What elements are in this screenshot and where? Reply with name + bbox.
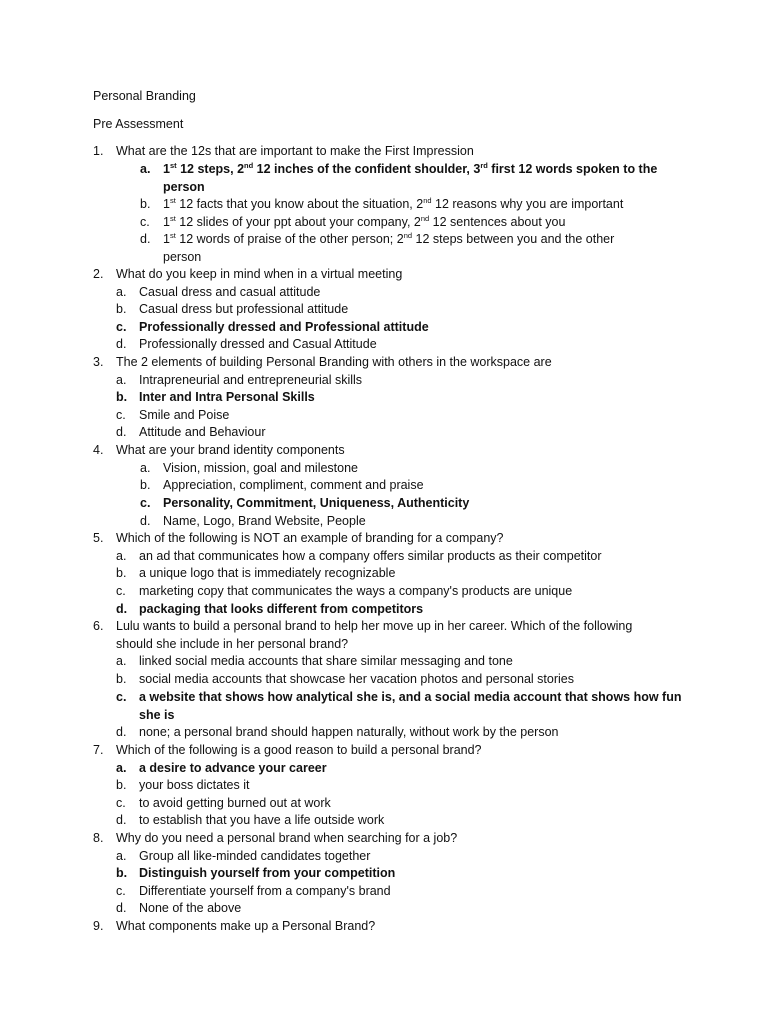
option-letter: b. — [116, 778, 127, 792]
option-letter: c. — [116, 796, 126, 810]
option-letter: a. — [116, 373, 127, 387]
option-text-continuation: person — [163, 250, 202, 264]
option-letter: d. — [116, 813, 127, 827]
option-text: Personality, Commitment, Uniqueness, Authenticity — [163, 496, 470, 510]
option-letter: b. — [116, 566, 127, 580]
option-letter: a. — [140, 461, 151, 475]
question-text: Which of the following is NOT an example of branding for a company? — [116, 531, 504, 545]
option-letter: c. — [116, 584, 126, 598]
option-letter: c. — [140, 496, 151, 510]
option-text: Distinguish yourself from your competition — [139, 866, 396, 880]
option-letter: b. — [140, 478, 151, 492]
question-text: What are your brand identity components — [116, 443, 345, 457]
option-letter: b. — [116, 302, 127, 316]
option-text: 1st 12 words of praise of the other person; 2nd 12 steps between you and the other — [163, 230, 615, 246]
option-text: Group all like-minded candidates together — [139, 849, 371, 863]
option-letter: c. — [116, 408, 126, 422]
question-number: 7. — [93, 743, 104, 757]
option-text: a desire to advance your career — [139, 761, 327, 775]
question-number: 3. — [93, 355, 104, 369]
option-letter: d. — [116, 901, 127, 915]
question-text: The 2 elements of building Personal Branding with others in the workspace are — [116, 355, 552, 369]
question-number: 9. — [93, 919, 104, 933]
question-text: Lulu wants to build a personal brand to help her move up in her career. Which of the following — [116, 619, 633, 633]
option-letter: a. — [116, 285, 127, 299]
option-text: 1st 12 steps, 2nd 12 inches of the confident shoulder, 3rd first 12 words spoken to the — [163, 160, 658, 176]
option-text: Intrapreneurial and entrepreneurial skills — [139, 373, 363, 387]
option-text: packaging that looks different from competitors — [139, 602, 424, 616]
option-text-continuation: she is — [139, 708, 175, 722]
option-text: marketing copy that communicates the ways a company's products are unique — [139, 584, 573, 598]
question-text: What components make up a Personal Brand? — [116, 919, 376, 933]
option-letter: a. — [116, 849, 127, 863]
option-text: to avoid getting burned out at work — [139, 796, 331, 810]
option-text: None of the above — [139, 901, 242, 915]
option-text: Casual dress and casual attitude — [139, 285, 321, 299]
option-letter: c. — [116, 884, 126, 898]
option-text: a unique logo that is immediately recognizable — [139, 566, 396, 580]
option-letter: c. — [116, 690, 127, 704]
option-text: Appreciation, compliment, comment and praise — [163, 478, 424, 492]
question-text: Which of the following is a good reason to build a personal brand? — [116, 743, 482, 757]
option-letter: b. — [116, 866, 128, 880]
option-letter: b. — [140, 197, 151, 211]
option-letter: c. — [140, 215, 150, 229]
option-text: none; a personal brand should happen naturally, without work by the person — [139, 725, 559, 739]
question-number: 6. — [93, 619, 104, 633]
document-subtitle: Pre Assessment — [93, 117, 184, 131]
option-text: Name, Logo, Brand Website, People — [163, 514, 366, 528]
option-text: a website that shows how analytical she is, and a social media account that shows how fun — [139, 690, 682, 704]
question-text: What do you keep in mind when in a virtual meeting — [116, 267, 403, 281]
option-letter: a. — [140, 162, 151, 176]
option-text: linked social media accounts that share similar messaging and tone — [139, 654, 513, 668]
option-letter: b. — [116, 390, 128, 404]
option-letter: d. — [116, 425, 127, 439]
option-text: 1st 12 slides of your ppt about your company, 2nd 12 sentences about you — [163, 213, 566, 229]
option-text: your boss dictates it — [139, 778, 250, 792]
option-text: Professionally dressed and Casual Attitude — [139, 337, 377, 351]
option-text: Attitude and Behaviour — [139, 425, 266, 439]
question-number: 1. — [93, 144, 104, 158]
question-number: 4. — [93, 443, 104, 457]
option-text-continuation: person — [163, 180, 205, 194]
option-letter: b. — [116, 672, 127, 686]
option-text: Inter and Intra Personal Skills — [139, 390, 315, 404]
option-letter: a. — [116, 654, 127, 668]
question-text: What are the 12s that are important to make the First Impression — [116, 144, 474, 158]
option-letter: d. — [116, 337, 127, 351]
option-text: Vision, mission, goal and milestone — [163, 461, 359, 475]
question-number: 8. — [93, 831, 104, 845]
option-letter: d. — [116, 602, 128, 616]
option-text: to establish that you have a life outside work — [139, 813, 385, 827]
option-letter: a. — [116, 549, 127, 563]
option-text: 1st 12 facts that you know about the situation, 2nd 12 reasons why you are important — [163, 195, 624, 211]
option-text: social media accounts that showcase her vacation photos and personal stories — [139, 672, 574, 686]
option-text: Smile and Poise — [139, 408, 230, 422]
question-text: Why do you need a personal brand when searching for a job? — [116, 831, 458, 845]
option-text: Casual dress but professional attitude — [139, 302, 349, 316]
option-letter: d. — [116, 725, 127, 739]
option-letter: d. — [140, 232, 151, 246]
option-text: Differentiate yourself from a company's brand — [139, 884, 391, 898]
question-text-continuation: should she include in her personal brand? — [116, 637, 349, 651]
option-text: Professionally dressed and Professional attitude — [139, 320, 429, 334]
option-text: an ad that communicates how a company offers similar products as their competitor — [139, 549, 602, 563]
question-number: 2. — [93, 267, 104, 281]
document-title: Personal Branding — [93, 89, 196, 103]
question-number: 5. — [93, 531, 104, 545]
option-letter: a. — [116, 761, 127, 775]
option-letter: d. — [140, 514, 151, 528]
option-letter: c. — [116, 320, 127, 334]
